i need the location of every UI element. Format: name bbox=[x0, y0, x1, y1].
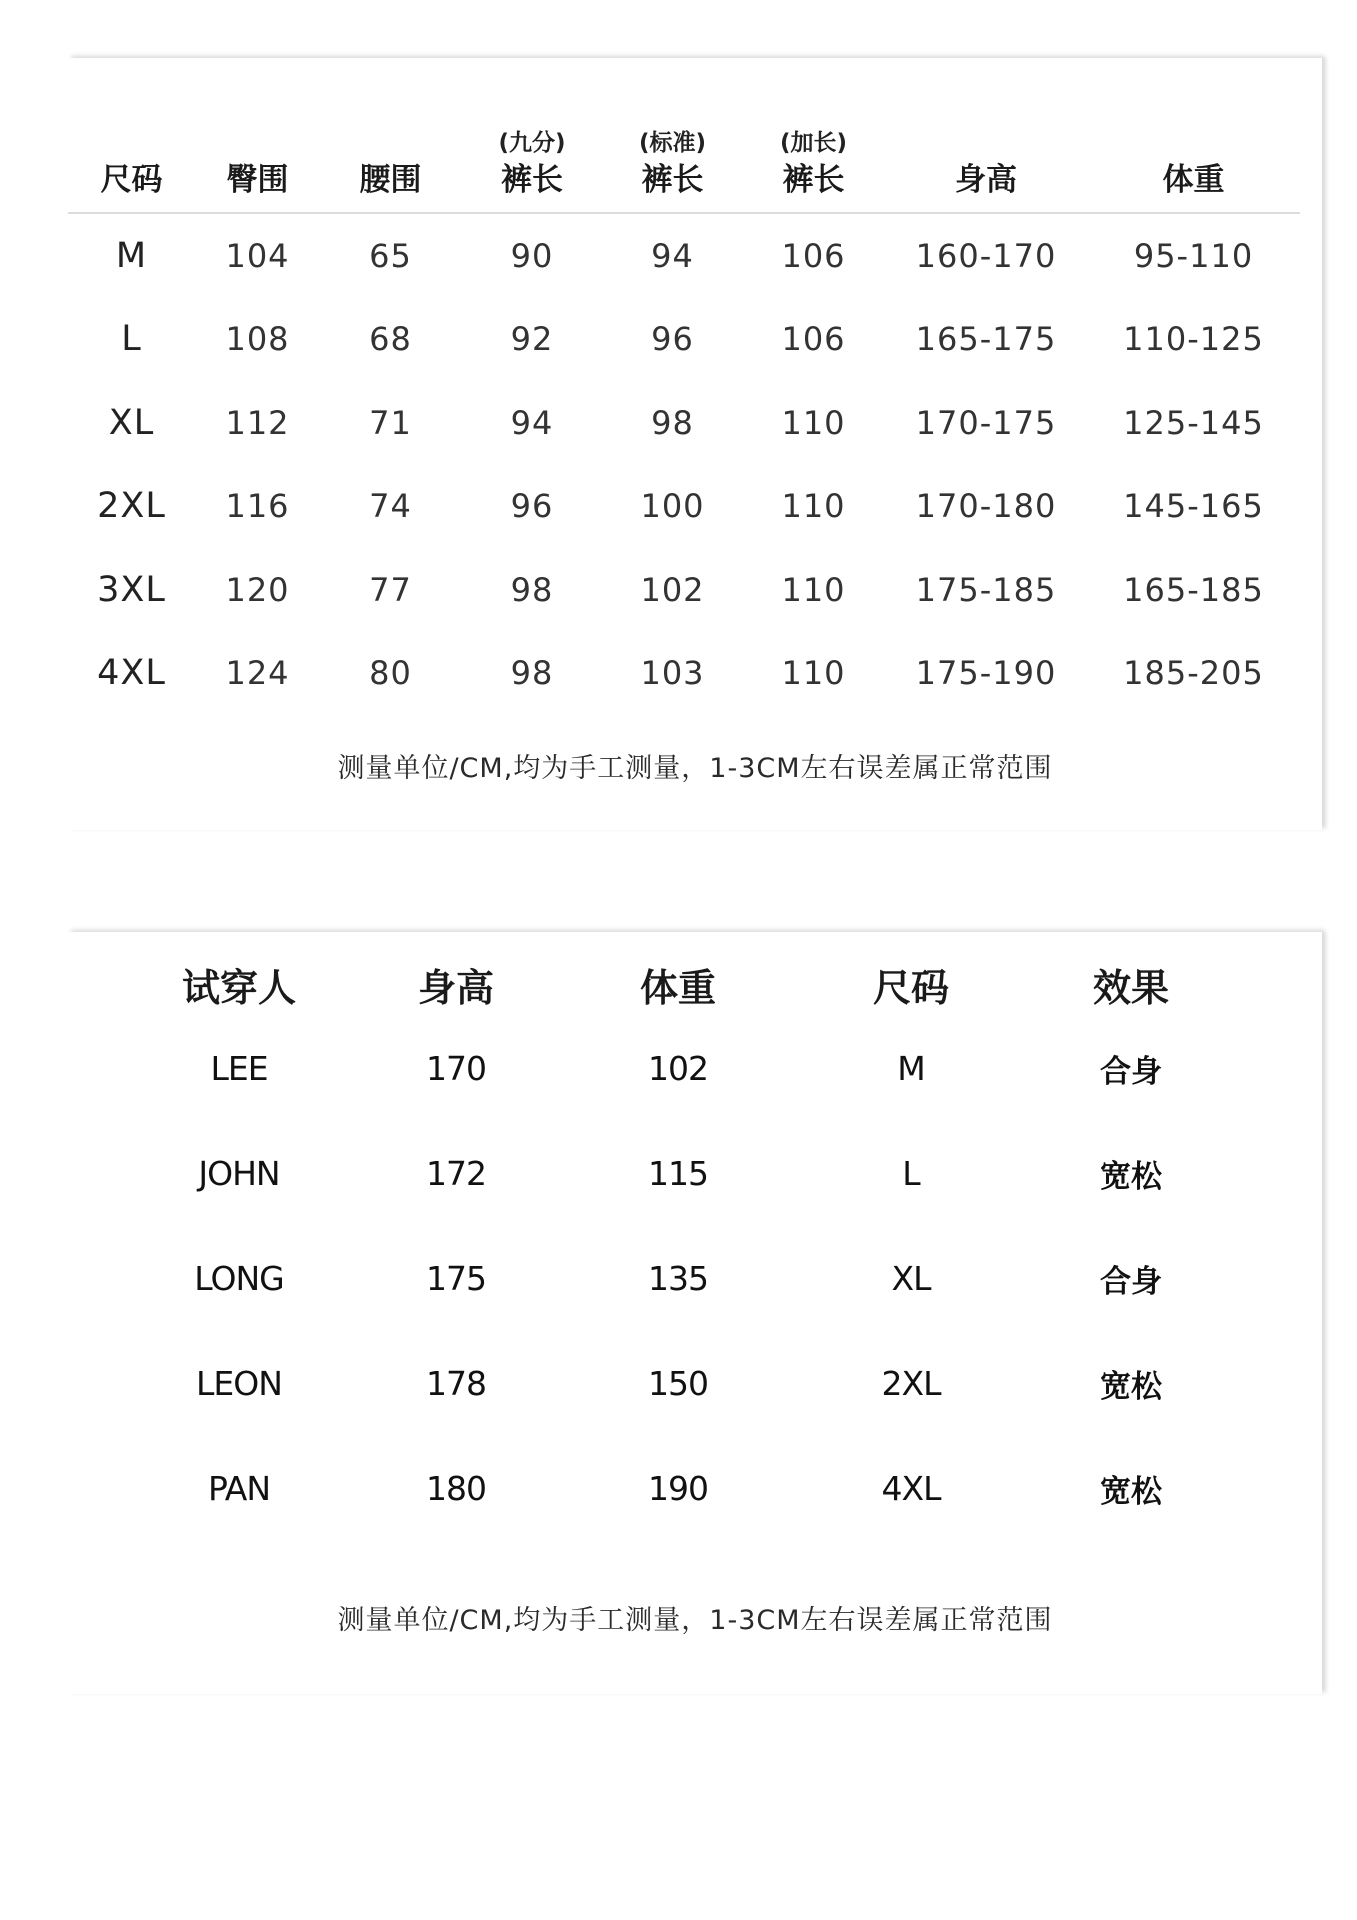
cell-weight: 190 bbox=[648, 1469, 708, 1508]
size-chart-card bbox=[68, 58, 1322, 830]
cell-height: 170-180 bbox=[915, 487, 1057, 526]
table-row bbox=[126, 1121, 1236, 1226]
header-length-ninth: (九分) 裤长 bbox=[461, 98, 603, 213]
cell-size: 2XL bbox=[881, 1364, 941, 1403]
cell-weight: 125-145 bbox=[1123, 403, 1264, 442]
cell-hip: 112 bbox=[225, 403, 290, 442]
cell-tester: LONG bbox=[194, 1259, 284, 1298]
cell-size: 4XL bbox=[97, 653, 166, 694]
cell-length-standard: 98 bbox=[651, 403, 694, 442]
header-length-long: (加长) 裤长 bbox=[742, 98, 885, 213]
table-row bbox=[68, 548, 1300, 632]
header-weight: 体重 bbox=[639, 965, 716, 1010]
measurement-note: 测量单位/CM,均为手工测量，1-3CM左右误差属正常范围 bbox=[337, 753, 1053, 784]
cell-effect: 宽松 bbox=[1100, 1474, 1162, 1510]
table-row bbox=[126, 1331, 1236, 1436]
cell-weight: 115 bbox=[648, 1154, 708, 1193]
header-size: 尺码 bbox=[68, 98, 195, 213]
header-height: 身高 bbox=[417, 965, 494, 1010]
cell-height: 178 bbox=[426, 1364, 486, 1403]
cell-effect: 宽松 bbox=[1100, 1369, 1162, 1405]
cell-height: 180 bbox=[426, 1469, 486, 1508]
cell-height: 165-175 bbox=[915, 320, 1057, 359]
header-waist: 腰围 bbox=[320, 98, 461, 213]
cell-weight: 110-125 bbox=[1123, 320, 1264, 359]
cell-tester: LEE bbox=[210, 1049, 268, 1088]
cell-height: 172 bbox=[426, 1154, 486, 1193]
cell-length-standard: 102 bbox=[640, 570, 705, 609]
cell-length-long: 110 bbox=[781, 403, 846, 442]
cell-waist: 74 bbox=[369, 487, 412, 526]
cell-length-long: 106 bbox=[781, 320, 846, 359]
cell-weight: 102 bbox=[648, 1049, 708, 1088]
cell-waist: 68 bbox=[369, 320, 412, 359]
measurement-note: 测量单位/CM,均为手工测量，1-3CM左右误差属正常范围 bbox=[337, 1605, 1053, 1636]
cell-length-ninth: 98 bbox=[510, 654, 554, 693]
cell-height: 170 bbox=[426, 1049, 486, 1088]
table-row bbox=[126, 1226, 1236, 1331]
header-effect: 效果 bbox=[1092, 965, 1169, 1010]
size-chart-table bbox=[68, 98, 1300, 715]
cell-size: XL bbox=[891, 1259, 931, 1298]
size-chart-header-row bbox=[68, 98, 1300, 213]
cell-height: 170-175 bbox=[915, 403, 1057, 442]
header-weight: 体重 bbox=[1087, 98, 1300, 213]
cell-length-ninth: 98 bbox=[510, 570, 554, 609]
cell-size: L bbox=[121, 319, 142, 360]
cell-weight: 135 bbox=[648, 1259, 708, 1298]
cell-size: 2XL bbox=[97, 486, 166, 527]
cell-size: M bbox=[115, 235, 148, 276]
table-row bbox=[68, 213, 1300, 298]
cell-length-long: 110 bbox=[781, 654, 846, 693]
cell-length-long: 110 bbox=[781, 487, 846, 526]
cell-length-standard: 96 bbox=[651, 320, 694, 359]
cell-height: 175 bbox=[426, 1259, 486, 1298]
cell-tester: PAN bbox=[207, 1469, 271, 1508]
cell-waist: 65 bbox=[369, 236, 412, 275]
tryon-chart-table bbox=[126, 952, 1236, 1541]
cell-height: 175-190 bbox=[915, 654, 1057, 693]
header-hip: 臀围 bbox=[195, 98, 320, 213]
cell-hip: 120 bbox=[225, 570, 290, 609]
cell-waist: 77 bbox=[369, 570, 412, 609]
table-row bbox=[68, 465, 1300, 549]
cell-tester: LEON bbox=[196, 1364, 282, 1403]
cell-tester: JOHN bbox=[198, 1154, 280, 1193]
cell-weight: 145-165 bbox=[1123, 487, 1264, 526]
cell-length-long: 110 bbox=[781, 570, 846, 609]
cell-size: L bbox=[902, 1154, 920, 1193]
cell-hip: 108 bbox=[225, 320, 290, 359]
cell-size: M bbox=[897, 1049, 925, 1088]
table-row bbox=[68, 381, 1300, 465]
cell-length-standard: 103 bbox=[640, 654, 705, 693]
cell-length-standard: 94 bbox=[651, 236, 694, 275]
cell-waist: 80 bbox=[369, 654, 412, 693]
cell-height: 175-185 bbox=[915, 570, 1057, 609]
cell-effect: 宽松 bbox=[1100, 1159, 1162, 1195]
cell-length-ninth: 90 bbox=[510, 236, 554, 275]
cell-size: 4XL bbox=[881, 1469, 941, 1508]
cell-hip: 124 bbox=[225, 654, 290, 693]
tryon-chart-card bbox=[68, 932, 1322, 1694]
cell-weight: 165-185 bbox=[1123, 570, 1264, 609]
cell-height: 160-170 bbox=[915, 236, 1057, 275]
cell-size: XL bbox=[108, 402, 155, 443]
cell-length-long: 106 bbox=[781, 236, 846, 275]
cell-length-standard: 100 bbox=[640, 487, 705, 526]
cell-length-ninth: 94 bbox=[510, 403, 554, 442]
table-row bbox=[68, 632, 1300, 716]
cell-weight: 95-110 bbox=[1133, 236, 1254, 275]
cell-length-ninth: 96 bbox=[510, 487, 554, 526]
cell-effect: 合身 bbox=[1100, 1054, 1162, 1090]
cell-length-ninth: 92 bbox=[510, 320, 554, 359]
cell-weight: 150 bbox=[648, 1364, 708, 1403]
tryon-header-row bbox=[126, 952, 1236, 1016]
table-row bbox=[126, 1436, 1236, 1541]
cell-hip: 104 bbox=[225, 236, 290, 275]
cell-size: 3XL bbox=[97, 569, 166, 610]
header-length-standard: (标准) 裤长 bbox=[603, 98, 742, 213]
table-row bbox=[68, 298, 1300, 382]
table-row bbox=[126, 1016, 1236, 1121]
cell-hip: 116 bbox=[225, 487, 290, 526]
cell-waist: 71 bbox=[369, 403, 412, 442]
header-tester: 试穿人 bbox=[181, 965, 296, 1010]
cell-effect: 合身 bbox=[1100, 1264, 1162, 1300]
cell-weight: 185-205 bbox=[1123, 654, 1264, 693]
header-size: 尺码 bbox=[872, 965, 949, 1010]
header-height: 身高 bbox=[885, 98, 1087, 213]
